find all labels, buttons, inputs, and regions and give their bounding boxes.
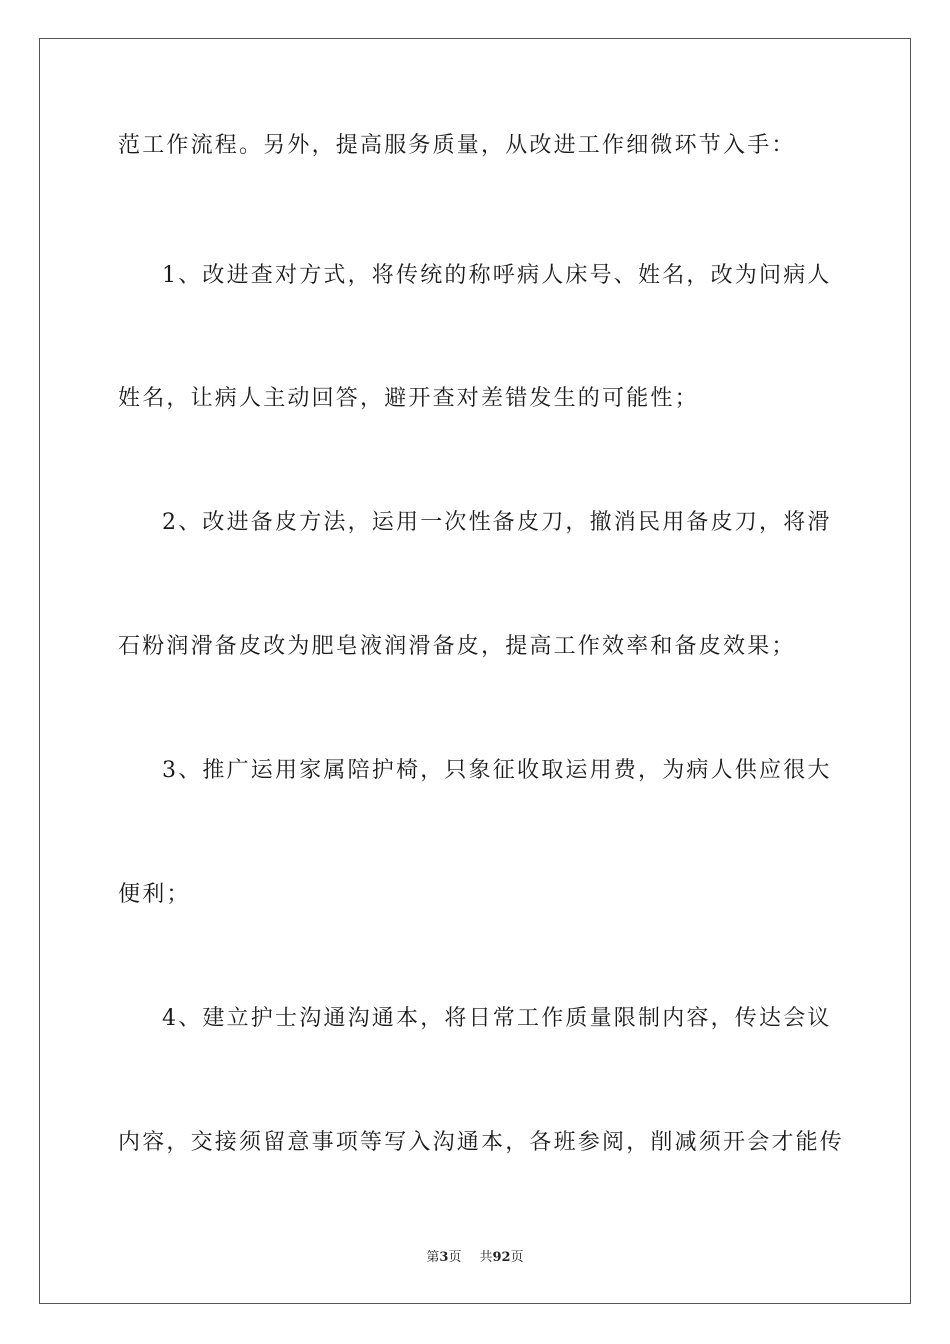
page-frame (39, 38, 911, 1304)
footer-page-prefix: 第 (426, 1250, 440, 1265)
body-line-4: 2、改进备皮方法，运用一次性备皮刀，撤消民用备皮刀，将滑 (162, 510, 832, 535)
body-line-7: 便利； (118, 882, 191, 907)
page-footer (0, 1246, 950, 1265)
body-line-8: 4、建立护士沟通沟通本，将日常工作质量限制内容，传达会议 (162, 1006, 832, 1031)
footer-page-number: 3 (439, 1250, 449, 1265)
footer-page-suffix: 页 (448, 1250, 462, 1265)
body-line-2: 1、改进查对方式，将传统的称呼病人床号、姓名，改为问病人 (162, 263, 832, 288)
footer-total-prefix: 共 (479, 1250, 493, 1265)
body-line-6: 3、推广运用家属陪护椅，只象征收取运用费，为病人供应很大 (162, 758, 832, 783)
body-line-5: 石粉润滑备皮改为肥皂液润滑备皮，提高工作效率和备皮效果； (118, 634, 796, 659)
footer-total-suffix: 页 (510, 1250, 524, 1265)
body-line-9: 内容，交接须留意事项等写入沟通本，各班参阅，削减须开会才能传 (118, 1130, 845, 1155)
body-line-1: 范工作流程。另外，提高服务质量，从改进工作细微环节入手： (118, 133, 796, 158)
body-line-3: 姓名，让病人主动回答，避开查对差错发生的可能性； (118, 386, 699, 411)
footer-total-pages: 92 (492, 1250, 511, 1265)
